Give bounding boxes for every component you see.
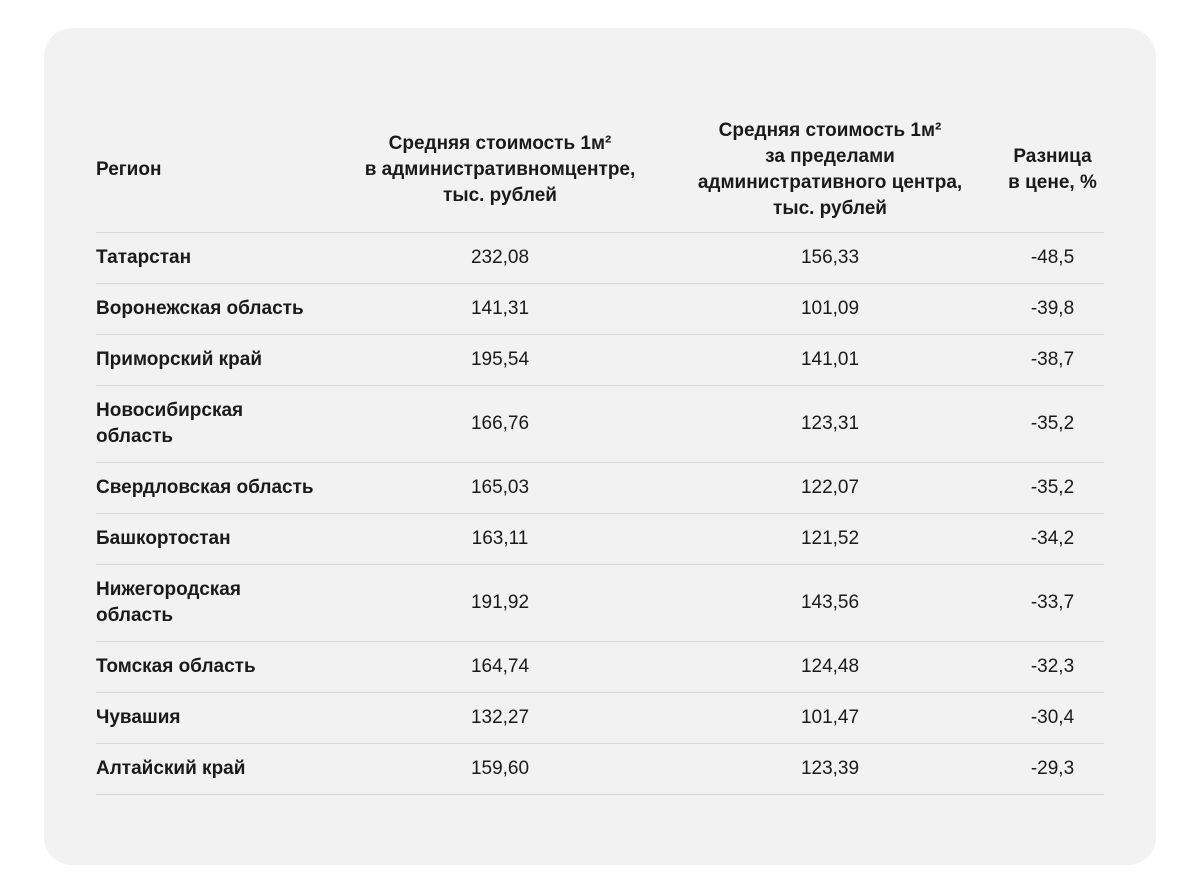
region-name-line: область bbox=[96, 426, 174, 447]
region-name-line: Томская область bbox=[96, 656, 256, 677]
table-row bbox=[96, 284, 1104, 335]
region-name-line: Нижегородская bbox=[96, 579, 241, 600]
cell-price-difference: -30,4 bbox=[1001, 693, 1104, 744]
cell-outer-price: 123,39 bbox=[659, 744, 1001, 795]
header-center-line: Средняя стоимость 1м² bbox=[388, 133, 612, 154]
cell-region bbox=[96, 744, 341, 795]
region-name-line: Приморский край bbox=[96, 349, 263, 370]
table-header-row bbox=[96, 108, 1104, 233]
cell-region bbox=[96, 233, 341, 284]
header-diff-line: Разница bbox=[1013, 146, 1092, 167]
header-center-line: в административномцентре, bbox=[364, 159, 636, 180]
cell-outer-price: 101,09 bbox=[659, 284, 1001, 335]
header-diff-line: в цене, % bbox=[1008, 172, 1097, 193]
cell-outer-price: 123,31 bbox=[659, 386, 1001, 463]
header-outer-line: за пределами bbox=[765, 146, 895, 167]
header-region bbox=[96, 108, 341, 233]
cell-outer-price: 122,07 bbox=[659, 463, 1001, 514]
cell-outer-price: 143,56 bbox=[659, 565, 1001, 642]
table-row bbox=[96, 565, 1104, 642]
cell-region bbox=[96, 514, 341, 565]
region-name-line: Новосибирская bbox=[96, 400, 244, 421]
cell-outer-price: 121,52 bbox=[659, 514, 1001, 565]
header-outer-line: административного центра, bbox=[697, 172, 963, 193]
header-center-price bbox=[341, 108, 659, 233]
cell-center-price: 195,54 bbox=[341, 335, 659, 386]
table-row bbox=[96, 642, 1104, 693]
header-outer-price bbox=[659, 108, 1001, 233]
cell-region bbox=[96, 693, 341, 744]
region-name-line: Чувашия bbox=[96, 707, 181, 728]
price-comparison-table bbox=[96, 108, 1104, 795]
cell-price-difference: -35,2 bbox=[1001, 386, 1104, 463]
cell-price-difference: -35,2 bbox=[1001, 463, 1104, 514]
cell-outer-price: 124,48 bbox=[659, 642, 1001, 693]
cell-price-difference: -29,3 bbox=[1001, 744, 1104, 795]
cell-outer-price: 141,01 bbox=[659, 335, 1001, 386]
cell-region bbox=[96, 565, 341, 642]
cell-center-price: 165,03 bbox=[341, 463, 659, 514]
region-name-line: область bbox=[96, 605, 174, 626]
cell-region bbox=[96, 386, 341, 463]
cell-outer-price: 156,33 bbox=[659, 233, 1001, 284]
cell-price-difference: -33,7 bbox=[1001, 565, 1104, 642]
cell-center-price: 132,27 bbox=[341, 693, 659, 744]
region-name-line: Свердловская область bbox=[96, 477, 314, 498]
header-region-label: Регион bbox=[96, 159, 162, 180]
cell-center-price: 191,92 bbox=[341, 565, 659, 642]
cell-price-difference: -34,2 bbox=[1001, 514, 1104, 565]
cell-price-difference: -38,7 bbox=[1001, 335, 1104, 386]
table-row bbox=[96, 744, 1104, 795]
cell-center-price: 166,76 bbox=[341, 386, 659, 463]
table-row bbox=[96, 335, 1104, 386]
cell-price-difference: -48,5 bbox=[1001, 233, 1104, 284]
table-row bbox=[96, 233, 1104, 284]
cell-center-price: 159,60 bbox=[341, 744, 659, 795]
header-outer-line: Средняя стоимость 1м² bbox=[718, 120, 942, 141]
cell-center-price: 164,74 bbox=[341, 642, 659, 693]
cell-center-price: 141,31 bbox=[341, 284, 659, 335]
table-row bbox=[96, 693, 1104, 744]
cell-center-price: 163,11 bbox=[341, 514, 659, 565]
table-row bbox=[96, 514, 1104, 565]
header-outer-line: тыс. рублей bbox=[773, 198, 887, 219]
table-row bbox=[96, 386, 1104, 463]
cell-region bbox=[96, 335, 341, 386]
cell-center-price: 232,08 bbox=[341, 233, 659, 284]
cell-price-difference: -32,3 bbox=[1001, 642, 1104, 693]
cell-region bbox=[96, 463, 341, 514]
cell-region bbox=[96, 642, 341, 693]
cell-outer-price: 101,47 bbox=[659, 693, 1001, 744]
region-name-line: Воронежская область bbox=[96, 298, 304, 319]
region-name-line: Татарстан bbox=[96, 247, 192, 268]
cell-region bbox=[96, 284, 341, 335]
header-price-difference bbox=[1001, 108, 1104, 233]
cell-price-difference: -39,8 bbox=[1001, 284, 1104, 335]
table-body bbox=[96, 233, 1104, 795]
region-name-line: Башкортостан bbox=[96, 528, 231, 549]
table-row bbox=[96, 463, 1104, 514]
header-center-line: тыс. рублей bbox=[443, 185, 557, 206]
region-name-line: Алтайский край bbox=[96, 758, 246, 779]
